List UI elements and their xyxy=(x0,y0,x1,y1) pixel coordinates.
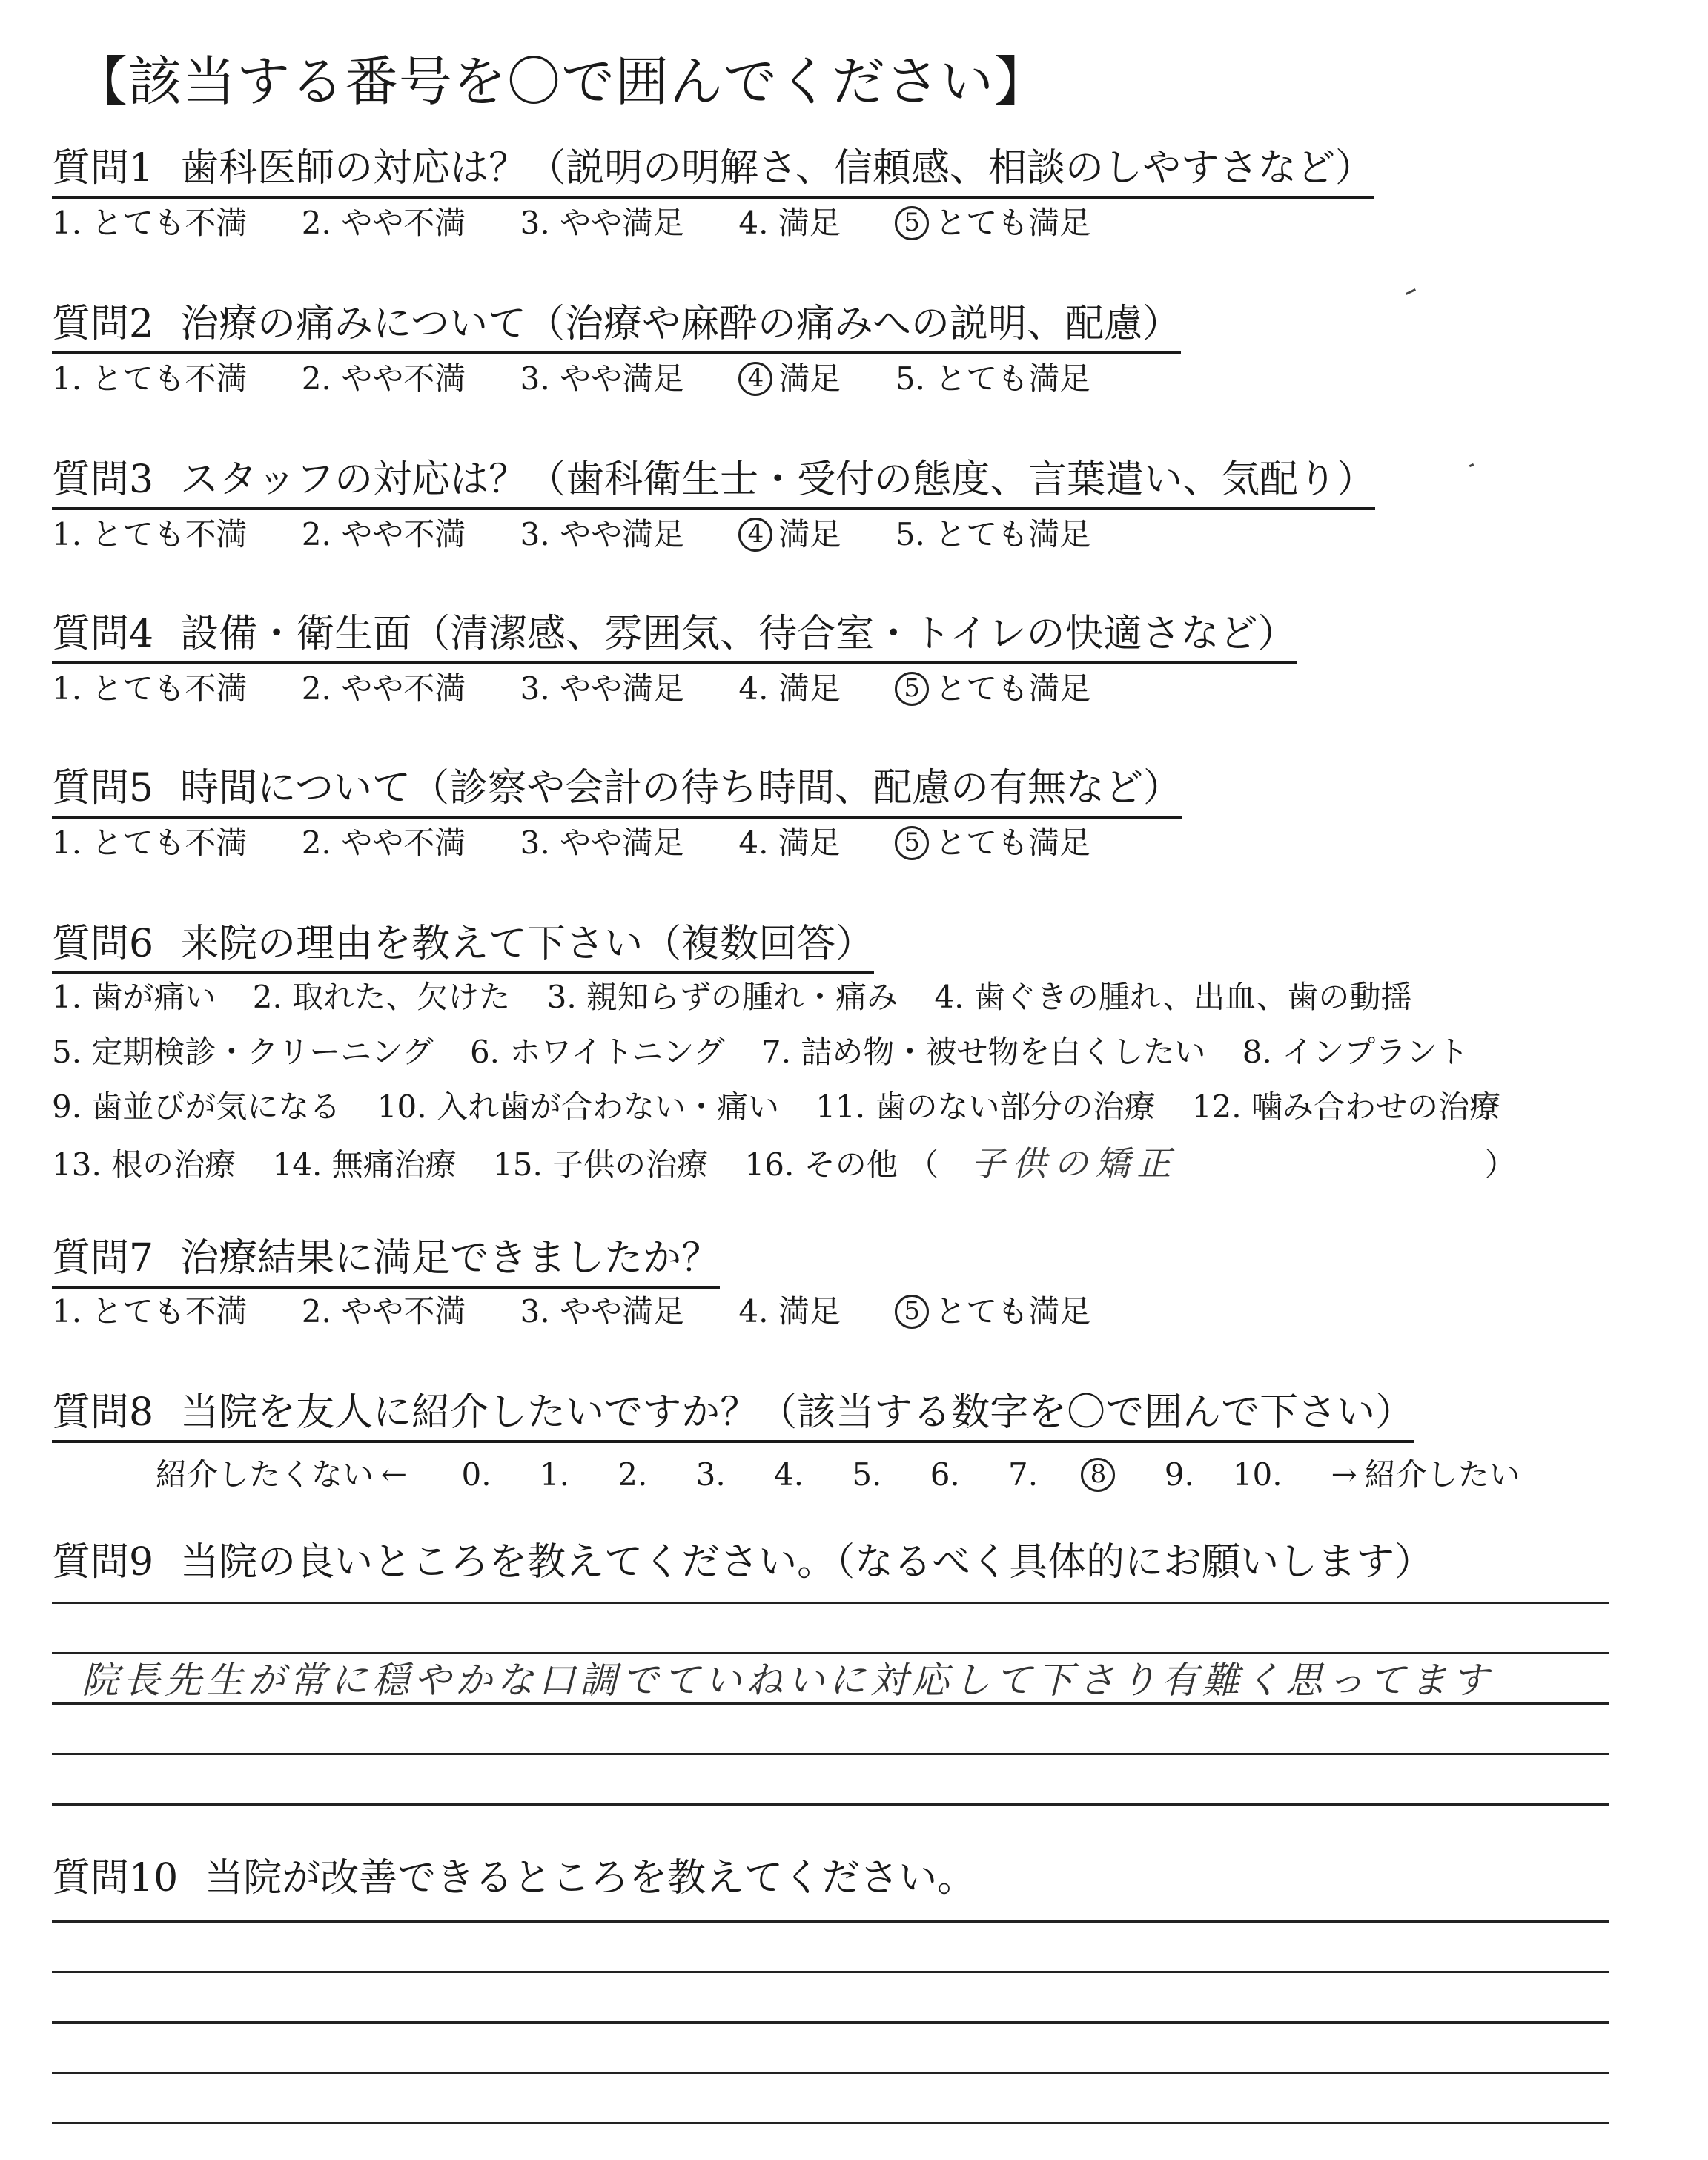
option-2[interactable]: 2. やや不満 xyxy=(301,1293,466,1330)
option-5[interactable]: 5. とても満足 xyxy=(895,516,1091,552)
other-answer-handwritten[interactable]: 子供の矯正 xyxy=(970,1143,1179,1183)
option-5-selected[interactable] xyxy=(895,825,1090,862)
option-label: 満足 xyxy=(778,516,841,552)
scale-option[interactable]: 3. xyxy=(695,1456,726,1493)
option-5-selected[interactable] xyxy=(895,205,1090,242)
reason-option[interactable]: 10. 入れ歯が合わない・痛い xyxy=(377,1089,779,1125)
scale-option[interactable]: 5. xyxy=(852,1456,882,1493)
reason-option-other[interactable]: 16. その他 xyxy=(744,1146,898,1183)
option-3[interactable]: 3. やや満足 xyxy=(520,825,685,861)
question-7-options xyxy=(52,1293,1135,1330)
option-3[interactable]: 3. やや満足 xyxy=(520,1293,685,1330)
question-text: 時間について（診察や会計の待ち時間、配慮の有無など） xyxy=(180,766,1182,810)
question-5-options xyxy=(52,825,1135,862)
pen-mark xyxy=(1469,463,1474,467)
reason-option[interactable]: 8. インプラント xyxy=(1242,1034,1469,1070)
question-text: 当院の良いところを教えてください。（なるべく具体的にお願いします） xyxy=(180,1540,1434,1585)
question-3-title xyxy=(52,457,1375,510)
scale-option[interactable]: 7. xyxy=(1008,1456,1039,1493)
option-1[interactable]: 1. とても不満 xyxy=(52,1293,248,1330)
reason-option[interactable]: 14. 無痛治療 xyxy=(272,1146,457,1183)
selection-circle: 5 xyxy=(895,826,929,860)
question-4-options xyxy=(52,670,1135,707)
question-number: 質問7 xyxy=(52,1236,154,1281)
question-10-title xyxy=(52,1855,976,1901)
option-2[interactable]: 2. やや不満 xyxy=(301,516,466,552)
question-text: 当院が改善できるところを教えてください。 xyxy=(205,1856,976,1900)
option-3[interactable]: 3. やや満足 xyxy=(520,205,685,241)
option-label: とても満足 xyxy=(935,1293,1091,1330)
question-number: 質問6 xyxy=(52,922,154,966)
reason-option[interactable]: 4. 歯ぐきの腫れ、出血、歯の動揺 xyxy=(934,979,1412,1015)
question-9-title xyxy=(52,1539,1433,1585)
option-5-selected[interactable] xyxy=(895,670,1090,707)
pen-mark xyxy=(1406,288,1416,295)
question-4-title xyxy=(52,611,1297,664)
option-label: 満足 xyxy=(778,360,841,397)
question-text: 治療結果に満足できましたか？ xyxy=(180,1236,721,1281)
answer-line xyxy=(52,1803,1609,1806)
answer-line xyxy=(52,1920,1609,1923)
reason-option[interactable]: 3. 親知らずの腫れ・痛み xyxy=(546,979,898,1015)
reason-option[interactable]: 7. 詰め物・被せ物を白くしたい xyxy=(761,1034,1206,1070)
reason-option[interactable]: 9. 歯並びが気になる xyxy=(52,1089,341,1125)
question-number: 質問5 xyxy=(52,766,154,810)
option-2[interactable]: 2. やや不満 xyxy=(301,360,466,397)
option-5[interactable]: 5. とても満足 xyxy=(895,360,1091,397)
paren-close: ） xyxy=(1484,1146,1516,1183)
arrow-right-icon: → xyxy=(1331,1456,1357,1493)
option-2[interactable]: 2. やや不満 xyxy=(301,825,466,861)
paren-open: （ xyxy=(907,1146,939,1183)
question-number: 質問1 xyxy=(52,146,154,191)
scale-option-selected[interactable] xyxy=(1067,1456,1135,1493)
handwritten-answer[interactable]: 院長先生が常に穏やかな口調でていねいに対応して下さり有難く思ってます xyxy=(82,1659,1493,1702)
option-1[interactable]: 1. とても不満 xyxy=(52,825,248,861)
scale-option[interactable]: 6. xyxy=(930,1456,960,1493)
question-text: スタッフの対応は？（歯科衛生士・受付の態度、言葉遣い、気配り） xyxy=(180,458,1376,502)
reason-row-1 xyxy=(52,979,1438,1016)
reason-option[interactable]: 13. 根の治療 xyxy=(52,1146,236,1183)
scale-option[interactable]: 4. xyxy=(773,1456,804,1493)
selection-circle: 4 xyxy=(738,362,772,396)
reason-option[interactable]: 1. 歯が痛い xyxy=(52,979,216,1015)
answer-line xyxy=(52,2122,1609,2124)
option-2[interactable]: 2. やや不満 xyxy=(301,205,466,241)
question-2-title xyxy=(52,301,1181,354)
option-4[interactable]: 4. 満足 xyxy=(738,825,841,861)
reason-option[interactable]: 12. 噛み合わせの治療 xyxy=(1191,1089,1500,1125)
option-3[interactable]: 3. やや満足 xyxy=(520,516,685,552)
answer-line xyxy=(52,1753,1609,1755)
scale-option[interactable]: 2. xyxy=(618,1456,648,1493)
selection-circle: 5 xyxy=(895,672,929,706)
scale-left-label: 紹介したくない xyxy=(156,1456,374,1493)
question-2-options xyxy=(52,360,1135,397)
scale-option[interactable]: 9. xyxy=(1164,1456,1194,1493)
option-label: とても満足 xyxy=(935,670,1091,707)
question-3-options xyxy=(52,516,1135,553)
option-3[interactable]: 3. やや満足 xyxy=(520,360,685,397)
answer-line xyxy=(52,1971,1609,1973)
question-text: 治療の痛みについて（治療や麻酔の痛みへの説明、配慮） xyxy=(180,302,1182,346)
question-text: 当院を友人に紹介したいですか？（該当する数字を〇で囲んで下さい） xyxy=(180,1390,1414,1435)
question-7-title xyxy=(52,1235,720,1289)
option-1[interactable]: 1. とても不満 xyxy=(52,360,248,397)
instruction-heading: 【該当する番号を〇で囲んでください】 xyxy=(74,50,1049,113)
question-6-title xyxy=(52,921,874,974)
question-1-title xyxy=(52,145,1374,199)
selection-circle: 4 xyxy=(738,518,772,552)
question-number: 質問8 xyxy=(52,1390,154,1435)
option-4[interactable]: 4. 満足 xyxy=(738,1293,841,1330)
option-label: とても満足 xyxy=(935,205,1091,241)
question-number: 質問4 xyxy=(52,612,154,656)
question-number: 質問10 xyxy=(52,1856,179,1900)
option-1[interactable]: 1. とても不満 xyxy=(52,205,248,241)
option-1[interactable]: 1. とても不満 xyxy=(52,670,248,707)
recommend-scale xyxy=(156,1450,1520,1495)
question-text: 来院の理由を教えて下さい（複数回答） xyxy=(180,922,875,966)
answer-line xyxy=(52,1602,1609,1604)
question-1-options xyxy=(52,205,1135,242)
answer-line xyxy=(52,2021,1609,2024)
scale-option[interactable]: 1. xyxy=(539,1456,569,1493)
question-number: 質問9 xyxy=(52,1540,154,1585)
option-5-selected[interactable] xyxy=(895,1293,1090,1330)
option-4-selected[interactable] xyxy=(738,360,841,397)
scale-option[interactable]: 10. xyxy=(1232,1456,1282,1493)
reason-row-2 xyxy=(52,1034,1495,1071)
option-4[interactable]: 4. 満足 xyxy=(738,670,841,707)
question-text: 歯科医師の対応は？（説明の明解さ、信頼感、相談のしやすさなど） xyxy=(180,146,1374,191)
selection-circle: 5 xyxy=(895,206,929,240)
reason-option[interactable]: 2. 取れた、欠けた xyxy=(252,979,511,1015)
selection-circle: 5 xyxy=(895,1295,929,1329)
question-5-title xyxy=(52,765,1182,819)
option-2[interactable]: 2. やや不満 xyxy=(301,670,466,707)
answer-line xyxy=(52,2072,1609,2074)
question-number: 質問3 xyxy=(52,458,154,502)
reason-option[interactable]: 6. ホワイトニング xyxy=(469,1034,725,1070)
question-text: 設備・衛生面（清潔感、雰囲気、待合室・トイレの快適さなど） xyxy=(180,612,1297,656)
arrow-left-icon: ← xyxy=(381,1456,408,1493)
question-number: 質問2 xyxy=(52,302,154,346)
option-label: とても満足 xyxy=(935,825,1091,861)
option-3[interactable]: 3. やや満足 xyxy=(520,670,685,707)
selection-circle: 8 xyxy=(1081,1458,1115,1492)
option-1[interactable]: 1. とても不満 xyxy=(52,516,248,552)
question-8-title xyxy=(52,1390,1414,1443)
reason-option[interactable]: 11. 歯のない部分の治療 xyxy=(815,1089,1156,1125)
reason-option[interactable]: 15. 子供の治療 xyxy=(493,1146,709,1183)
option-4[interactable]: 4. 満足 xyxy=(738,205,841,241)
option-4-selected[interactable] xyxy=(738,516,841,553)
scale-right-label: 紹介したい xyxy=(1364,1456,1520,1493)
reason-option[interactable]: 5. 定期検診・クリーニング xyxy=(52,1034,434,1070)
reason-row-3 xyxy=(52,1089,1527,1126)
scale-option[interactable]: 0. xyxy=(461,1456,491,1493)
reason-row-4 xyxy=(52,1143,1516,1184)
